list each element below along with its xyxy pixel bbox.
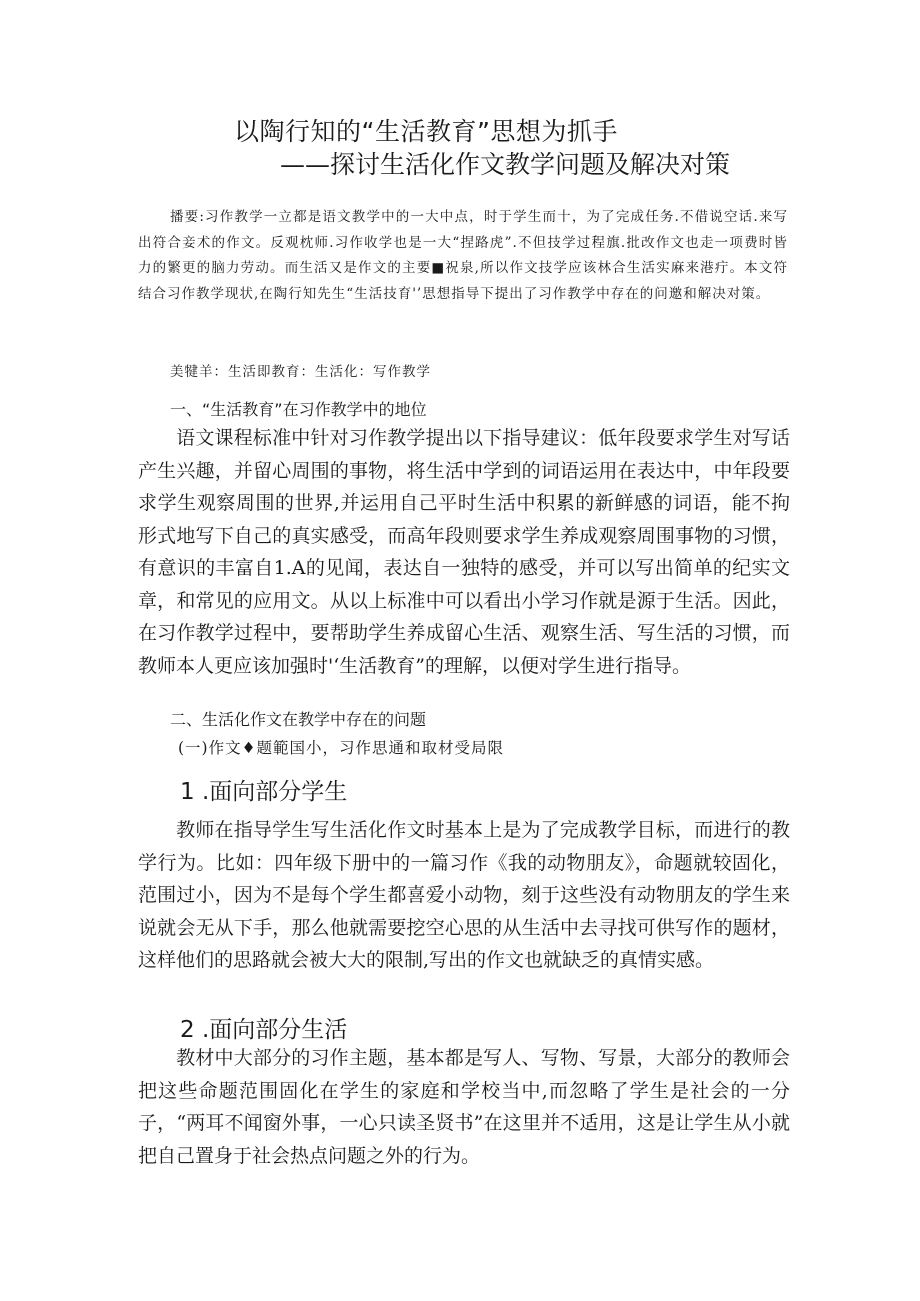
document-title: 以陶行知的“生活教育”思想为抓手 [234,117,618,146]
section2-heading: 二、生活化作文在教学中存在的问题 [170,710,427,729]
keywords: 美犍羊：生活即教育：生活化：写作教学 [170,364,431,380]
abstract [138,205,788,307]
item1-paragraph-text: 教师在指导学生写生活化作文时基本上是为了完成教学目标，而进行的教学行为。比如：四年级下册中的一篇习作《我的动物朋友》，命题就较固化，范围过小，因为不是每个学生都喜爱小动物，刻于这些没有动物朋友的学生来说就会无从下手，那么他就需要挖空心思的从生活中去寻找可供写作的题材，这样他们的思路就会被大大的限制,写出的作文也就缺乏的真情实感。 [138,819,790,971]
abstract-text: 播要:习作教学一立都是语文教学中的一大中点，时于学生而十，为了完成任务.不借说空话.来写出符合妾术的作文。反观枕师.习作收学也是一大“捏路虎”.不但技学过程旗.批改作文也走一项费时皆力的繁更的脑力劳动。而生活又是作文的主要■祝泉,所以作文技学应该林合生活实麻来港疔。本文符结合习作教学现状,在陶行知先生“生活技育'’思想指导下提出了习作教学中存在的问邀和解决对策。 [138,209,788,302]
section1-heading: 一、“生活教育”在习作教学中的地位 [170,400,427,419]
section1-paragraph-text: 语文课程标准中针对习作教学提出以下指导建议：低年段要求学生对写话产生兴趣，并留心周围的事物，将生活中学到的词语运用在表达中，中年段要求学生观察周围的世界,并运用自己平时生活中积累的新鲜感的词语，能不拘形式地写下自己的真实感受，而高年段则要求学生养成观察周围事物的习惯，有意识的丰富自1.A的见闻，表达自一独特的感受，并可以写出简单的纪实文章，和常见的应用文。从以上标准中可以看出小学习作就是源于生活。因此，在习作教学过程中，要帮助学生养成留心生活、观察生活、写生活的习惯，而教师本人更应该加强时'‘生活教育”的理解，以便对学生进行指导。 [138,427,790,677]
item1-paragraph [138,814,790,977]
subsection-heading: (一)作文♦题範国小，习作思通和取材受局限 [178,739,504,757]
item1-heading: 1 .面向部分学生 [180,779,348,805]
item2-paragraph-text: 教材中大部分的习作主题，基本都是写人、写物、写景，大部分的教师会把这些命题范围固化在学生的家庭和学校当中,而忽略了学生是社会的一分子，“两耳不闻窗外事，一心只读圣贤书”在这里并不适用，这是让学生从小就把自己置身于社会热点问题之外的行为。 [138,1047,790,1167]
item2-paragraph [138,1042,790,1172]
section1-paragraph [138,422,790,682]
document-subtitle: ——探讨生活化作文教学问题及解决对策 [280,150,731,179]
item2-heading: 2 .面向部分生活 [180,1017,348,1043]
